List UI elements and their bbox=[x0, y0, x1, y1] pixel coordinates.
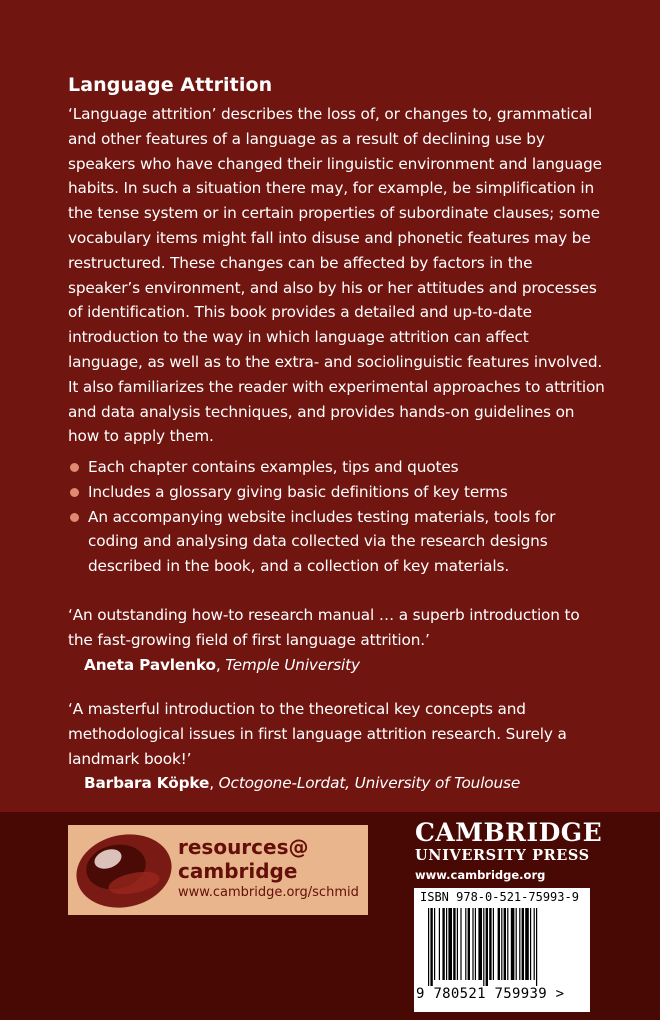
book-blurb: ‘Language attrition’ describes the loss of, or changes to, grammatical and other features of a language as a result of declining use by speakers who have changed their linguistic environment and language habits. In such a situation there may, for example, be simplification in the tense system or in certain properties of subordinate clauses; some vocabulary items might fall into disuse and phonetic features may be restructured. These changes can be affected by factors in the speaker’s environment, and also by his or her attitudes and processes of identification. This book provides a detailed and up-to-date introduction to the way in which language attrition can affect language, as well as to the extra- and sociolinguistic features involved. It also familiarizes the reader with experimental approaches to attrition and data analysis techniques, and provides hands-on guidelines on how to apply them. bbox=[68, 105, 605, 446]
feature-item bbox=[68, 480, 608, 505]
quote-author: Barbara Köpke bbox=[84, 774, 210, 793]
quote-text: ‘A masterful introduction to the theoretical key concepts and methodological issues in first language attrition research. Surely a landmark book!’ bbox=[68, 700, 567, 768]
bullet-dot-icon bbox=[70, 463, 79, 472]
resources-panel bbox=[68, 825, 368, 915]
quote-text: ‘An outstanding how-to research manual … a superb introduction to the fast-growing field of first language attrition.’ bbox=[68, 606, 580, 649]
feature-list bbox=[68, 455, 608, 579]
bullet-dot-icon bbox=[70, 488, 79, 497]
book-title: Language Attrition bbox=[68, 74, 273, 96]
feature-text: Includes a glossary giving basic definitions of key terms bbox=[88, 482, 508, 501]
resources-url: www.cambridge.org/schmid bbox=[178, 885, 359, 900]
quote-affiliation: Temple University bbox=[225, 655, 360, 674]
quote-attribution: Barbara Köpke, Octogone-Lordat, University of Toulouse bbox=[84, 774, 521, 793]
bullet-dot-icon bbox=[70, 513, 79, 522]
feature-item bbox=[68, 505, 608, 579]
quote-affiliation: Octogone-Lordat, University of Toulouse bbox=[218, 774, 521, 793]
ean-number: 9 780521 759939 > bbox=[416, 986, 565, 1002]
endorsement-quote bbox=[68, 603, 608, 677]
resources-subheading: cambridge bbox=[178, 859, 298, 883]
feature-item bbox=[68, 455, 608, 480]
publisher-url: www.cambridge.org bbox=[415, 868, 546, 882]
publisher-name: CAMBRIDGE bbox=[415, 818, 603, 847]
feature-text: An accompanying website includes testing materials, tools for coding and analysing data collected via the research designs described in the book, and a collection of key materials. bbox=[88, 507, 556, 576]
barcode-bars bbox=[428, 908, 578, 986]
publisher-subtitle: UNIVERSITY PRESS bbox=[415, 847, 590, 864]
isbn-number: ISBN 978-0-521-75993-9 bbox=[420, 890, 579, 904]
resources-heading: resources@ bbox=[178, 835, 309, 859]
isbn-barcode bbox=[414, 888, 590, 1012]
endorsement-quote bbox=[68, 697, 608, 796]
quote-author: Aneta Pavlenko bbox=[84, 655, 216, 674]
resources-logo-icon bbox=[74, 829, 184, 911]
quote-attribution: Aneta Pavlenko, Temple University bbox=[84, 655, 360, 674]
feature-text: Each chapter contains examples, tips and quotes bbox=[88, 458, 459, 476]
